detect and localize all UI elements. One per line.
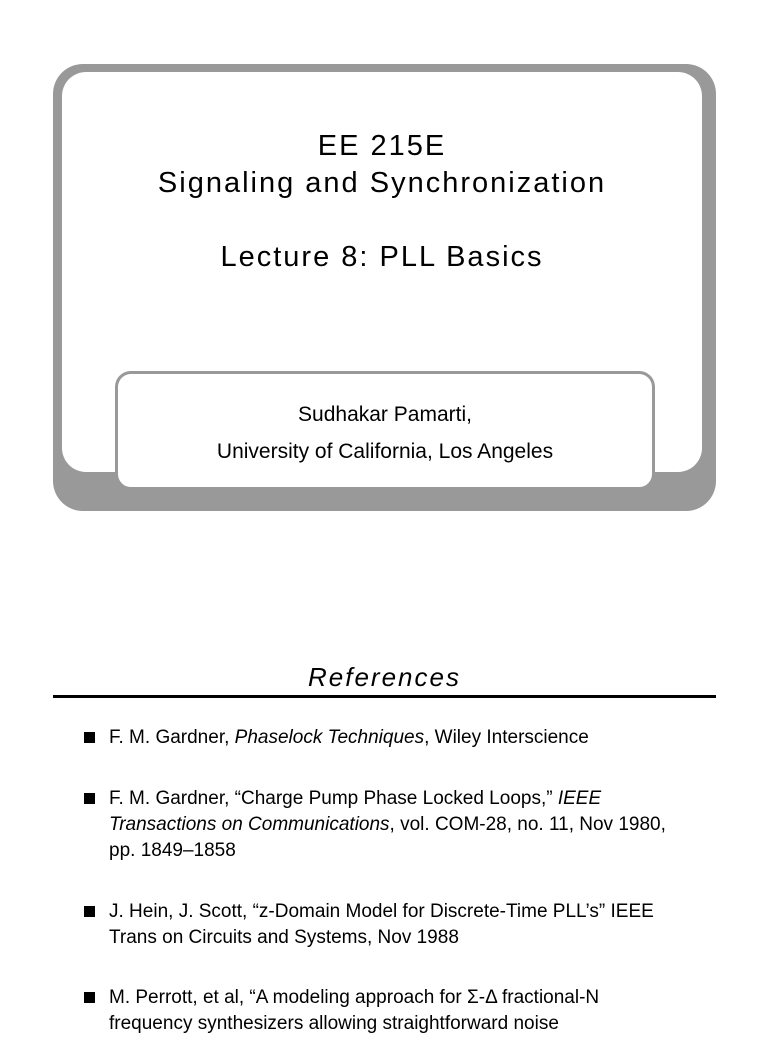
course-code: EE 215E xyxy=(317,130,447,162)
reference-authors: F. M. Gardner, “Charge Pump Phase Locked Loops,” xyxy=(109,788,558,809)
square-bullet-icon xyxy=(84,793,95,804)
reference-details: , vol. COM-28, no. 11, Nov 1980, pp. 1849–1858 xyxy=(109,814,666,861)
heading-underline xyxy=(53,695,716,698)
square-bullet-icon xyxy=(84,992,95,1003)
slide-title xyxy=(62,128,702,276)
reference-text xyxy=(109,899,684,951)
author-box xyxy=(115,371,655,490)
lecture-title: Lecture 8: PLL Basics xyxy=(220,241,544,273)
square-bullet-icon xyxy=(84,906,95,917)
references-slide xyxy=(0,650,768,1034)
reference-authors: F. M. Gardner, xyxy=(109,727,235,748)
reference-citation: M. Perrott, et al, “A modeling approach for Σ-Δ fractional-N frequency synthesizers allowing straightforward noise xyxy=(109,987,600,1034)
title-spacer xyxy=(62,202,702,239)
reference-text xyxy=(109,985,684,1037)
reference-item xyxy=(84,786,684,864)
reference-text xyxy=(109,786,684,864)
square-bullet-icon xyxy=(84,732,95,743)
course-name: Signaling and Synchronization xyxy=(157,167,607,199)
author-affiliation: University of California, Los Angeles xyxy=(216,440,554,463)
reference-title: Phaselock Techniques xyxy=(234,727,425,748)
reference-text xyxy=(109,725,684,751)
reference-publisher: , Wiley Interscience xyxy=(424,727,589,748)
reference-citation: J. Hein, J. Scott, “z-Domain Model for Discrete-Time PLL’s” IEEE Trans on Circuits and Systems, Nov 1988 xyxy=(109,901,654,948)
reference-item xyxy=(84,899,684,951)
author-name: Sudhakar Pamarti, xyxy=(298,403,472,426)
reference-item xyxy=(84,725,684,751)
reference-journal: IEEE Transactions on Communications xyxy=(109,788,602,835)
references-heading: References xyxy=(308,662,461,692)
reference-item xyxy=(84,985,684,1037)
